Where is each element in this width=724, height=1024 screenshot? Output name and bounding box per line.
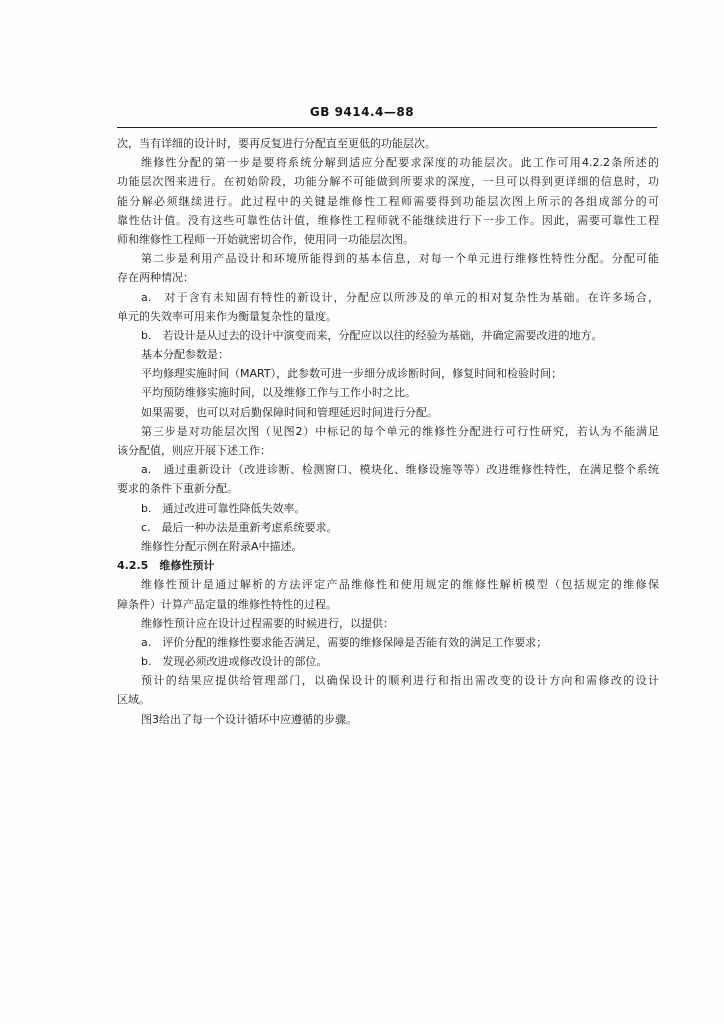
text-line: 第三步是对功能层次图（见图2）中标记的每个单元的维修性分配进行可行性研究，若认为不能满足 <box>141 424 659 438</box>
text-line: 第二步是利用产品设计和环境所能得到的基本信息，对每一个单元进行维修性特性分配。分配可能 <box>141 252 659 266</box>
text-line: b. 若设计是从过去的设计中演变而来，分配应以以往的经验为基础，并确定需要改进的地方。 <box>141 328 603 342</box>
text-line: b. 发现必须改进或修改设计的部位。 <box>141 655 328 669</box>
text-line: 师和维修性工程师一开始就密切合作，使用同一功能层次图。 <box>117 232 414 246</box>
text-line: 维修性分配的第一步是要将系统分解到适应分配要求深度的功能层次。此工作可用4.2.2条所述的 <box>141 156 659 170</box>
text-line: 预计的结果应提供给管理部门，以确保设计的顺利进行和指出需改变的设计方向和需修改的设计 <box>141 674 659 688</box>
text-line: 平均预防维修实施时间，以及维修工作与工作小时之比。 <box>141 386 416 400</box>
standard-code-header: GB 9414.4—88 <box>309 105 415 119</box>
text-line: 平均修理实施时间（MART），此参数可进一步细分成诊断时间，修复时间和检验时间； <box>141 367 563 381</box>
text-line: 该分配值，则应开展下述工作： <box>117 444 271 457</box>
text-line: 存在两种情况： <box>117 271 194 285</box>
body-text <box>117 134 659 729</box>
text-line: b. 通过改进可靠性降低失效率。 <box>141 501 306 515</box>
text-line: 要求的条件下重新分配。 <box>117 482 238 496</box>
text-line: 能分解必须继续进行。此过程中的关键是维修性工程师需要得到功能层次图上所示的各组成部分的可 <box>117 194 659 208</box>
text-line: a. 对于含有未知固有特性的新设计，分配应以所涉及的单元的相对复杂性为基础。在许多场合， <box>141 290 659 304</box>
text-line: 基本分配参数是： <box>141 348 229 362</box>
text-line: a. 通过重新设计（改进诊断、检测窗口、模块化、维修设施等等）改进维修性特性，在满足整个系统 <box>141 463 659 477</box>
text-line: c. 最后一种办法是重新考虑系统要求。 <box>141 520 338 534</box>
header-rule <box>117 127 657 128</box>
text-line: 靠性估计值。没有这些可靠性估计值，维修性工程师就不能继续进行下一步工作。因此，需要可靠性工程 <box>117 213 659 227</box>
text-line: 维修性分配示例在附录A中描述。 <box>141 539 303 553</box>
text-line: a. 评价分配的维修性要求能否满足，需要的维修保障是否能有效的满足工作要求； <box>141 635 548 649</box>
text-line: 图3给出了每一个设计循环中应遵循的步骤。 <box>141 712 357 726</box>
text-line: 次，当有详细的设计时，要再反复进行分配直至更低的功能层次。 <box>117 137 436 150</box>
text-line: 如果需要，也可以对后勤保障时间和管理延迟时间进行分配。 <box>141 405 438 419</box>
text-line: 障条件）计算产品定量的维修性特性的过程。 <box>117 597 337 611</box>
text-line: 维修性预计应在设计过程需要的时候进行，以提供： <box>141 616 394 630</box>
text-line: 区域。 <box>117 693 150 707</box>
text-line: 单元的失效率可用来作为衡量复杂性的量度。 <box>117 309 337 323</box>
text-line: 维修性预计是通过解析的方法评定产品维修性和使用规定的维修性解析模型（包括规定的维修保 <box>141 578 659 592</box>
section-heading: 4.2.5 维修性预计 <box>117 559 215 573</box>
text-line: 功能层次图来进行。在初始阶段，功能分解不可能做到所要求的深度，一旦可以得到更详细的信息时，功 <box>117 175 659 189</box>
